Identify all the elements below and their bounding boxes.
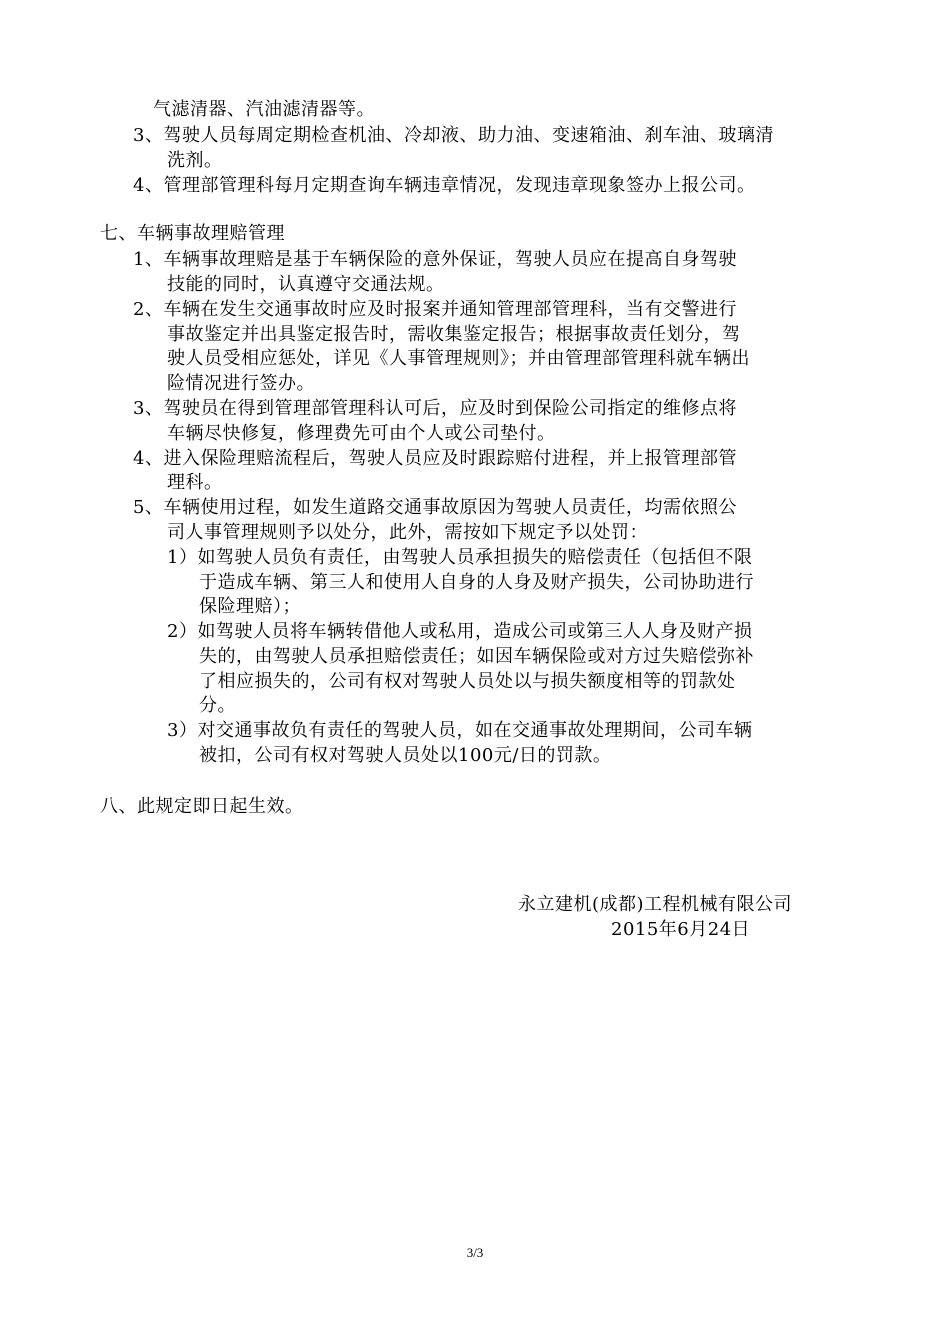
section6-item3-line2: 洗剂。 xyxy=(167,150,223,171)
page-number: 3/3 xyxy=(466,1245,484,1260)
section7-item5-line1: 5、车辆使用过程，如发生道路交通事故原因为驾驶人员责任，均需依照公 xyxy=(133,497,737,518)
section7-sub3-line2: 被扣，公司有权对驾驶人员处以100元/日的罚款。 xyxy=(199,745,612,766)
section7-item2-line2: 事故鉴定并出具鉴定报告时，需收集鉴定报告；根据事故责任划分，驾 xyxy=(167,324,741,345)
section7-sub2-line1: 2）如驾驶人员将车辆转借他人或私用，造成公司或第三人人身及财产损 xyxy=(167,621,753,642)
signature-date: 2015年6月24日 xyxy=(611,919,751,940)
section7-sub2-line3: 了相应损失的，公司有权对驾驶人员处以与损失额度相等的罚款处 xyxy=(199,671,736,692)
section7-item1-line2: 技能的同时，认真遵守交通法规。 xyxy=(167,274,445,295)
signature-company: 永立建机(成都)工程机械有限公司 xyxy=(518,894,793,915)
section7-item4-line2: 理科。 xyxy=(167,472,223,493)
section7-item2-line1: 2、车辆在发生交通事故时应及时报案并通知管理部管理科，当有交警进行 xyxy=(133,299,737,320)
section6-item2-continuation: 气滤清器、汽油滤清器等。 xyxy=(153,99,375,120)
section7-item5-line2: 司人事管理规则予以处分，此外，需按如下规定予以处罚： xyxy=(167,522,648,543)
section7-item1-line1: 1、车辆事故理赔是基于车辆保险的意外保证，驾驶人员应在提高自身驾驶 xyxy=(133,249,737,270)
section8-heading: 八、此规定即日起生效。 xyxy=(100,796,304,817)
section7-sub3-line1: 3）对交通事故负有责任的驾驶人员，如在交通事故处理期间，公司车辆 xyxy=(167,720,753,741)
section7-sub2-line2: 失的，由驾驶人员承担赔偿责任；如因车辆保险或对方过失赔偿弥补 xyxy=(199,646,754,667)
section7-heading: 七、车辆事故理赔管理 xyxy=(100,223,285,244)
section7-sub2-line4: 分。 xyxy=(199,695,236,716)
section6-item3-line1: 3、驾驶人员每周定期检查机油、冷却液、助力油、变速箱油、刹车油、玻璃清 xyxy=(133,125,774,146)
section7-sub1-line2: 于造成车辆、第三人和使用人自身的人身及财产损失，公司协助进行 xyxy=(199,572,754,593)
section7-item2-line3: 驶人员受相应惩处，详见《人事管理规则》；并由管理部管理科就车辆出 xyxy=(167,348,750,369)
section7-item3-line1: 3、驾驶员在得到管理部管理科认可后，应及时到保险公司指定的维修点将 xyxy=(133,398,737,419)
section7-item4-line1: 4、进入保险理赔流程后，驾驶人员应及时跟踪赔付进程，并上报管理部管 xyxy=(133,448,737,469)
section7-sub1-line1: 1）如驾驶人员负有责任，由驾驶人员承担损失的赔偿责任（包括但不限 xyxy=(167,547,753,568)
section7-item3-line2: 车辆尽快修复，修理费先可由个人或公司垫付。 xyxy=(167,423,556,444)
section7-item2-line4: 险情况进行签办。 xyxy=(167,373,315,394)
section7-sub1-line3: 保险理赔）； xyxy=(199,596,301,617)
section6-item4: 4、管理部管理科每月定期查询车辆违章情况，发现违章现象签办上报公司。 xyxy=(133,175,756,196)
